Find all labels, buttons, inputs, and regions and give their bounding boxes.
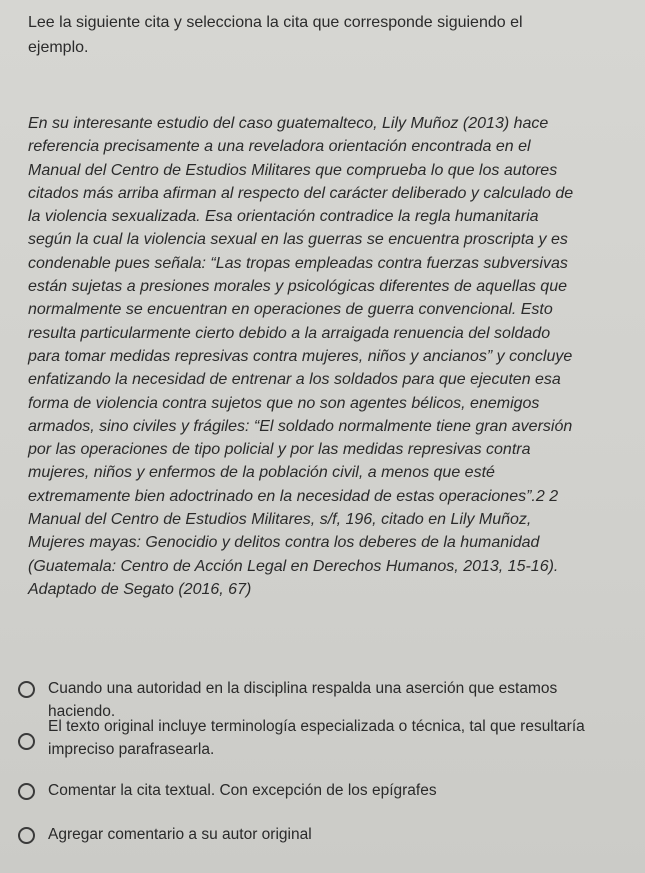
passage-line: Mujeres mayas: Genocidio y delitos contra los deberes de la humanidad bbox=[28, 534, 540, 552]
passage-line: forma de violencia contra sujetos que no son agentes bélicos, enemigos bbox=[28, 394, 540, 412]
passage-line: por las operaciones de tipo policial y por las medidas represivas contra bbox=[28, 441, 531, 459]
option-label: Agregar comentario a su autor original bbox=[48, 826, 312, 843]
passage-line: según la cual la violencia sexual en las guerras se encuentra proscripta y es bbox=[28, 231, 568, 249]
option-3[interactable] bbox=[18, 779, 628, 802]
option-4[interactable] bbox=[18, 823, 628, 846]
question-line-2: ejemplo. bbox=[28, 39, 89, 56]
passage-line: normalmente se encuentran en operaciones de guerra convencional. Esto bbox=[28, 301, 553, 319]
option-label: Cuando una autoridad en la disciplina respalda una aserción que estamos haciendo. bbox=[48, 680, 558, 720]
passage-line: citados más arriba afirman al respecto del carácter deliberado y calculado de bbox=[28, 184, 574, 202]
passage-line: Manual del Centro de Estudios Militares, s/f, 196, citado en Lily Muñoz, bbox=[28, 511, 532, 529]
passage-line: Manual del Centro de Estudios Militares que comprueba lo que los autores bbox=[28, 161, 558, 179]
passage-line: extremamente bien adoctrinado en la necesidad de estas operaciones”.2 2 bbox=[28, 487, 559, 505]
passage-line: mujeres, niños y enfermos de la población civil, a menos que esté bbox=[28, 464, 495, 482]
quoted-passage bbox=[28, 112, 628, 601]
passage-line: Adaptado de Segato (2016, 67) bbox=[28, 580, 252, 598]
passage-line: armados, sino civiles y frágiles: “El soldado normalmente tiene gran aversión bbox=[28, 417, 573, 435]
option-label: El texto original incluye terminología especializada o técnica, tal que resultaría impreciso parafrasearla. bbox=[48, 718, 585, 758]
passage-line: En su interesante estudio del caso guatemalteco, Lily Muñoz (2013) hace bbox=[28, 115, 549, 132]
passage-line: (Guatemala: Centro de Acción Legal en Derechos Humanos, 2013, 15-16). bbox=[28, 557, 559, 575]
option-2[interactable] bbox=[18, 715, 628, 761]
radio-button[interactable] bbox=[18, 827, 35, 844]
passage-line: resulta particularmente cierto debido a la arraigada renuencia del soldado bbox=[28, 324, 551, 342]
passage-line: condenable pues señala: “Las tropas empleadas contra fuerzas subversivas bbox=[28, 254, 568, 272]
radio-button[interactable] bbox=[18, 733, 35, 750]
question-line-1: Lee la siguiente cita y selecciona la cita que corresponde siguiendo el bbox=[28, 14, 523, 31]
passage-line: enfatizando la necesidad de entrenar a los soldados para que ejecuten esa bbox=[28, 371, 561, 389]
radio-button[interactable] bbox=[18, 681, 35, 698]
passage-line: referencia precisamente a una reveladora orientación encontrada en el bbox=[28, 138, 531, 156]
passage-line: están sujetas a presiones morales y psicológicas diferentes de aquellas que bbox=[28, 278, 567, 296]
passage-line: para tomar medidas represivas contra mujeres, niños y ancianos” y concluye bbox=[28, 347, 573, 365]
passage-line: la violencia sexualizada. Esa orientación contradice la regla humanitaria bbox=[28, 208, 539, 226]
radio-button[interactable] bbox=[18, 783, 35, 800]
question-prompt bbox=[28, 10, 628, 60]
option-label: Comentar la cita textual. Con excepción de los epígrafes bbox=[48, 782, 437, 799]
